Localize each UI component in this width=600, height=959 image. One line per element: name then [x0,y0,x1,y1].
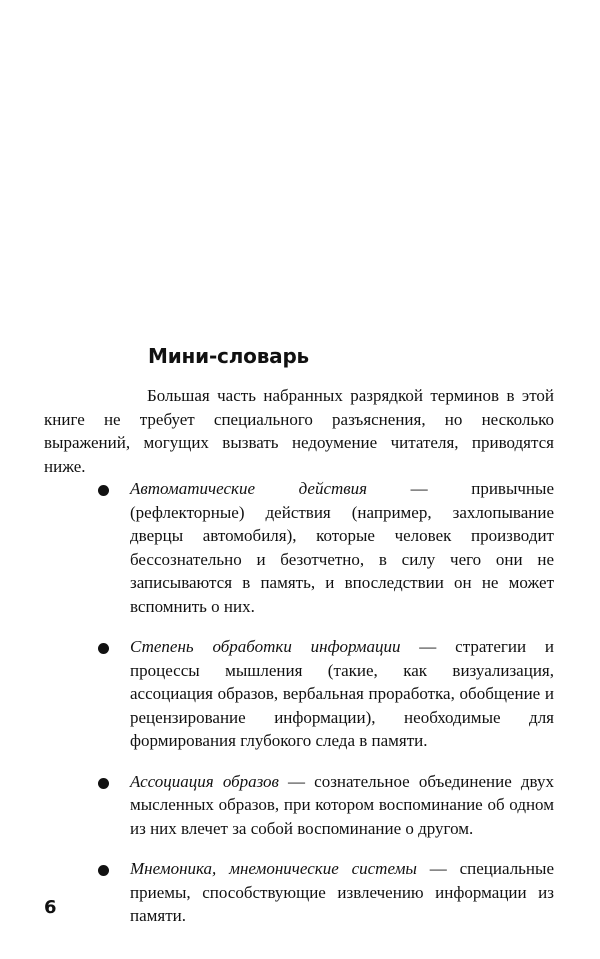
bullet-icon [98,643,109,654]
bullet-icon [98,865,109,876]
intro-paragraph: Большая часть набранных разрядкой терминов в этой книге не требует специального разъяснения, но несколько выражений, могущих вызвать недоумение читателя, приводятся ниже. [44,386,554,476]
section-title: Мини-словарь [148,344,310,368]
glossary-term: Ассоциация образов [130,771,279,791]
glossary-entry-mnemonics [44,857,554,928]
bullet-icon [98,485,109,496]
bullet-icon [98,778,109,789]
glossary-term: Степень обработки информации [130,637,401,656]
glossary-definition: — специальные приемы, способствующие извлечению информации из памяти. [130,859,554,925]
glossary-term: Автоматические действия [130,479,368,498]
glossary-definition: — сознательное объединение двух мысленных образов, при котором воспоминание об одном из них влечет за собой воспоминание о другом. [130,771,555,838]
page-number: 6 [44,897,57,918]
glossary-term: Мнемоника, мнемонические системы [130,859,417,878]
glossary-definition: — стратегии и процессы мышления (такие, как визуализация, ассоциация образов, вербальная проработка, обобщение и рецензирование информации), необходимые для формирования глубокого следа в памяти. [130,637,555,750]
glossary-entry-processing-depth [44,635,554,753]
glossary-list [44,477,554,928]
glossary-definition: — привычные (рефлекторные) действия (например, захлопывание дверцы автомобиля), которые человек производит бессознательно и безотчетно, в силу чего они не записываются в память, и впоследствии он не может вспомнить о них. [130,479,554,616]
glossary-entry-image-association [44,770,554,841]
glossary-entry-automatic-actions [44,477,554,618]
